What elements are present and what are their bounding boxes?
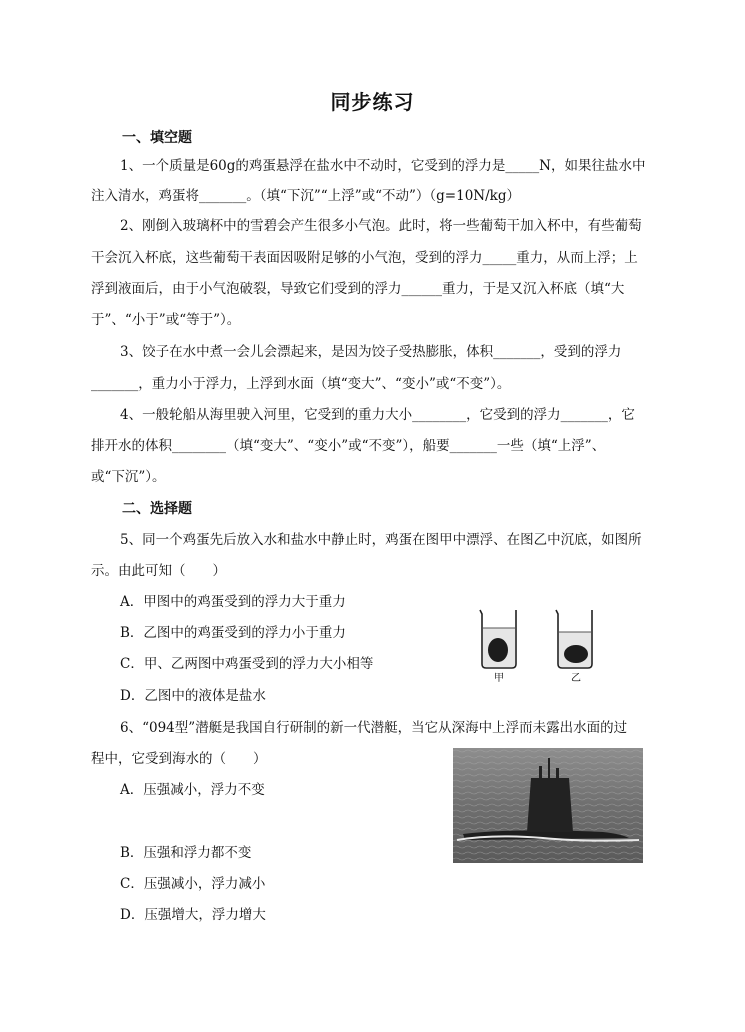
q2-line-4: 于”、“小于”或“等于”）。	[91, 312, 241, 328]
q5-option-a: A．甲图中的鸡蛋受到的浮力大于重力	[120, 594, 346, 610]
q6-option-a: A．压强减小，浮力不变	[120, 782, 265, 798]
beaker-egg-figure	[468, 606, 628, 684]
q4-line-1: 4、一般轮船从海里驶入河里，它受到的重力大小________，它受到的浮力_______，它	[120, 407, 635, 423]
q5-line-2: 示。由此可知（ ）	[91, 563, 226, 579]
beaker-jia	[480, 610, 516, 668]
submarine-photo	[453, 748, 643, 863]
egg-yi	[564, 645, 588, 663]
q6-option-c: C．压强减小，浮力减小	[120, 876, 266, 892]
q5-option-d: D．乙图中的液体是盐水	[120, 688, 266, 704]
q1-line-2: 注入清水，鸡蛋将_______。（填“下沉”“上浮”或“不动”）（g=10N/kg）	[91, 188, 520, 204]
beaker-yi	[556, 610, 592, 668]
section-fill-blank: 一、填空题	[122, 130, 192, 146]
q3-line-1: 3、饺子在水中煮一会儿会漂起来，是因为饺子受热膨胀，体积_______，受到的浮力	[120, 344, 622, 360]
q5-line-1: 5、同一个鸡蛋先后放入水和盐水中静止时，鸡蛋在图甲中漂浮、在图乙中沉底，如图所	[120, 532, 642, 548]
q2-line-3: 浮到液面后，由于小气泡破裂，导致它们受到的浮力______重力，于是又沉入杯底（填“大	[91, 281, 625, 297]
q2-line-2: 干会沉入杯底，这些葡萄干表面因吸附足够的小气泡，受到的浮力_____重力，从而上浮；上	[91, 250, 638, 266]
q5-option-b: B．乙图中的鸡蛋受到的浮力小于重力	[120, 625, 346, 641]
q6-line-1: 6、“094型”潜艇是我国自行研制的新一代潜艇，当它从深海中上浮而未露出水面的过	[120, 720, 628, 736]
q2-line-1: 2、刚倒入玻璃杯中的雪碧会产生很多小气泡。此时，将一些葡萄干加入杯中，有些葡萄	[120, 218, 642, 234]
q6-option-d: D．压强增大，浮力增大	[120, 907, 266, 923]
section-multiple-choice: 二、选择题	[122, 501, 192, 517]
label-jia: 甲	[494, 673, 504, 684]
q6-option-b: B．压强和浮力都不变	[120, 845, 252, 861]
q5-option-c: C．甲、乙两图中鸡蛋受到的浮力大小相等	[120, 656, 374, 672]
q6-line-2: 程中，它受到海水的（ ）	[91, 751, 267, 767]
page-title: 同步练习	[330, 90, 415, 114]
label-yi: 乙	[571, 673, 581, 684]
q4-line-3: 或“下沉”）。	[91, 469, 166, 485]
egg-jia	[488, 638, 508, 662]
q4-line-2: 排开水的体积________（填“变大”、“变小”或“不变”），船要_______一些（填“上浮”、	[91, 438, 606, 454]
q3-line-2: _______，重力小于浮力，上浮到水面（填“变大”、“变小”或“不变”）。	[91, 376, 511, 392]
q1-line-1: 1、一个质量是60g的鸡蛋悬浮在盐水中不动时，它受到的浮力是_____N，如果往盐水中	[120, 158, 646, 174]
